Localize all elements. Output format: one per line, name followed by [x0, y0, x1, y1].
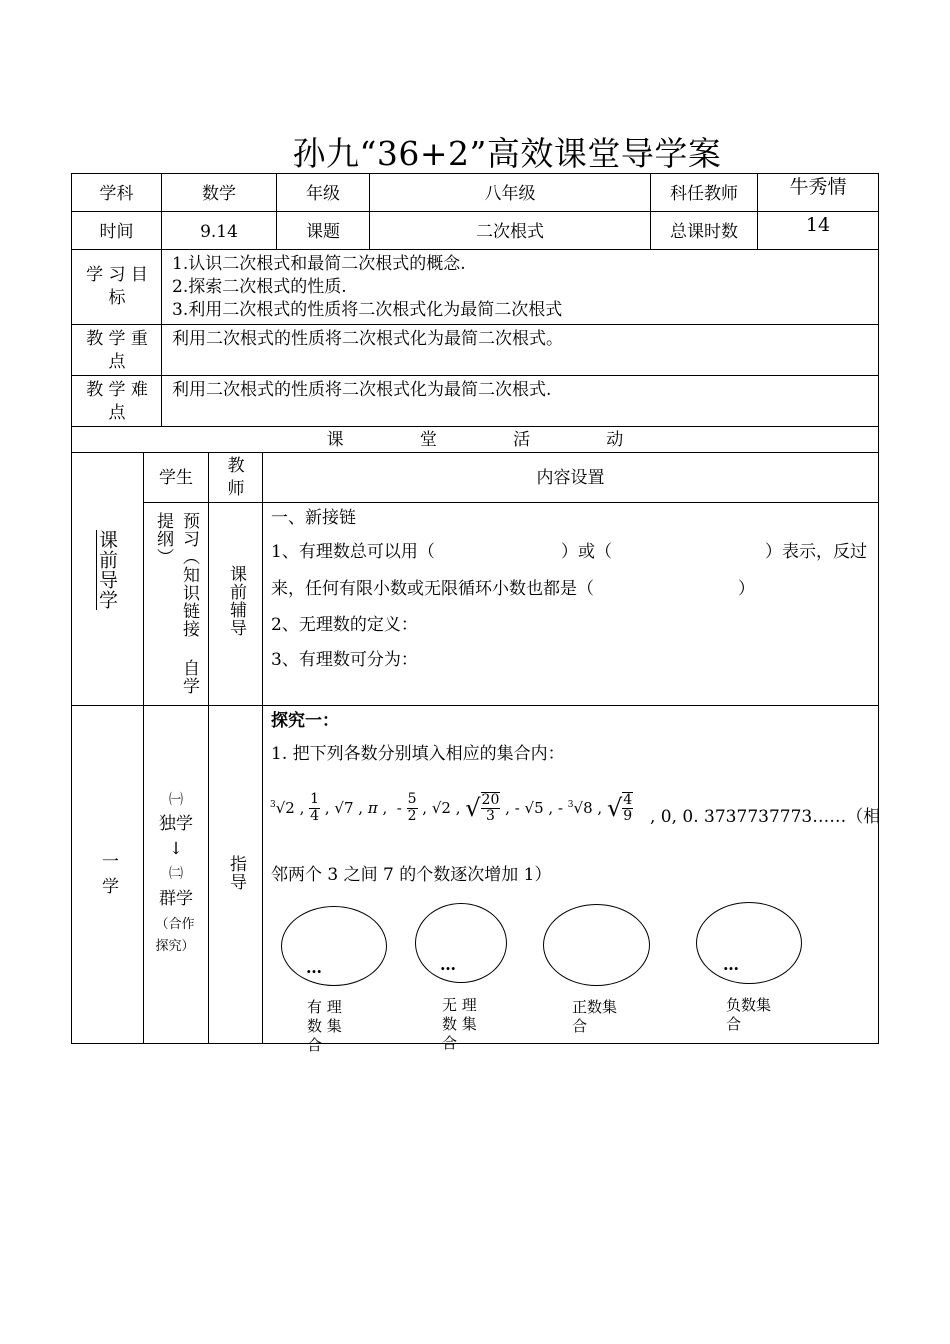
col-content: 内容设置: [536, 468, 605, 488]
ellipsis: …: [440, 955, 456, 974]
pre-class-q1c: ）表示，反过: [765, 542, 867, 562]
topic-label: 课题: [306, 222, 340, 242]
key-point-text: 利用二次根式的性质将二次根式化为最简二次根式。: [172, 329, 563, 349]
pre-class-q1b: ）或（: [561, 542, 612, 562]
positive-set-label: 正数集合: [572, 998, 618, 1035]
col-student: 学生: [159, 468, 193, 488]
ellipsis: …: [306, 958, 322, 977]
negative-set-circle[interactable]: [696, 902, 802, 984]
teacher-value: 牛秀情: [789, 176, 847, 198]
rational-set-label: 有 理 数 集 合: [307, 998, 342, 1054]
activity-header: 课 堂 活 动: [326, 430, 624, 450]
pre-class-heading: 一、新接链: [271, 508, 356, 528]
goal-item: 2.探索二次根式的性质.: [172, 277, 347, 297]
key-point-label: 教 学 重 点: [86, 329, 148, 372]
negative-set-label: 负数集合: [726, 996, 772, 1033]
col-teacher: 教师: [227, 456, 245, 499]
irrational-set-circle[interactable]: [415, 903, 507, 983]
study-group: 群学: [159, 889, 193, 909]
goals-list: [172, 253, 872, 322]
positive-set-circle[interactable]: [543, 904, 650, 986]
teacher-label: 科任教师: [670, 184, 738, 204]
subject-value: 数学: [202, 184, 236, 204]
pre-class-q1d: 来，任何有限小数或无限循环小数也都是（: [271, 579, 594, 599]
goals-label: 学 习 目 标: [86, 265, 148, 308]
pre-class-student: 预习（知识链接 自学提纲）: [153, 512, 199, 695]
hours-value: 14: [805, 214, 831, 236]
difficulty-label: 教 学 难 点: [86, 380, 148, 423]
pre-class-q3: 3、有理数可分为：: [271, 650, 418, 670]
arrow-down-icon: ↓: [168, 839, 184, 859]
difficulty-text: 利用二次根式的性质将二次根式化为最简二次根式.: [172, 380, 552, 400]
study-cooperative: （合作探究）: [155, 917, 195, 954]
explore-prompt: 1. 把下列各数分别填入相应的集合内：: [271, 744, 565, 764]
goal-item: 1.认识二次根式和最简二次根式的概念.: [172, 254, 466, 274]
goal-item: 3.利用二次根式的性质将二次根式化为最简二次根式: [172, 300, 563, 320]
pre-class-section: 课前导学: [96, 530, 118, 610]
topic-value: 二次根式: [476, 222, 544, 242]
pre-class-q1e: ）: [738, 579, 755, 599]
irrational-set-label: 无 理 数 集 合: [442, 996, 477, 1052]
study-step-2: ㈡: [169, 866, 183, 882]
time-value: 9.14: [200, 222, 238, 242]
study-solo: 独学: [159, 814, 193, 834]
number-list: $^3$√2 , $\frac{1}{4}$ , √7 , π , - $\frac{5}{2}$ , √2 , √ $\frac{20}{3}$ , - √5 , - $^3$√8 , √ $\frac{4}{9}$: [270, 791, 633, 824]
ellipsis: …: [723, 955, 739, 974]
pre-class-teacher: 课前辅导: [226, 565, 246, 637]
hours-label: 总课时数: [670, 222, 738, 242]
grade-label: 年级: [306, 184, 340, 204]
study-step-1: ㈠: [169, 792, 183, 808]
pre-class-q1a: 1、有理数总可以用（: [271, 542, 435, 562]
grade-value: 八年级: [484, 184, 536, 204]
number-list-note: 邻两个 3 之间 7 的个数逐次增加 1）: [271, 865, 552, 885]
study-section: 一学: [98, 852, 118, 902]
number-list-tail: , 0, 0. 3737737773……（相: [650, 807, 881, 827]
subject-label: 学科: [99, 184, 134, 204]
time-label: 时间: [99, 222, 134, 242]
explore-heading: 探究一：: [271, 711, 339, 731]
rational-set-circle[interactable]: [281, 906, 387, 986]
pre-class-q2: 2、无理数的定义：: [271, 615, 418, 635]
page-title: 孙九“36+2”高效课堂导学案: [292, 134, 722, 173]
study-teacher: 指导: [226, 855, 246, 891]
